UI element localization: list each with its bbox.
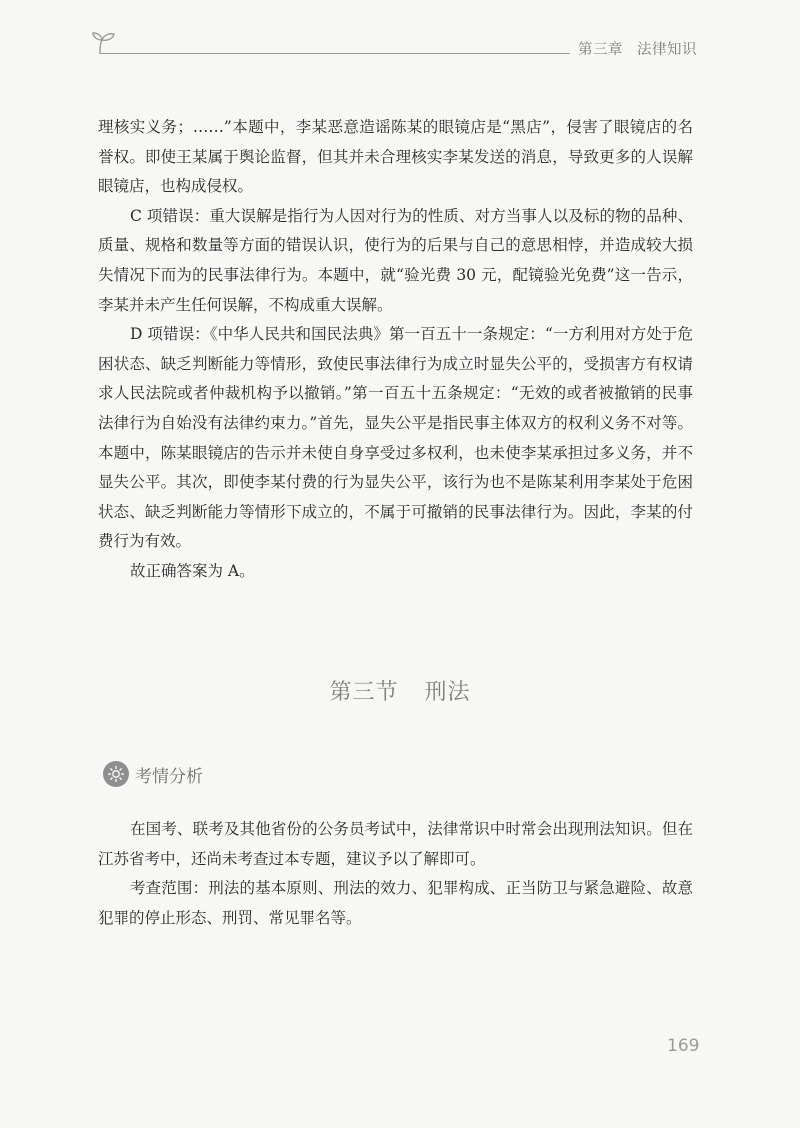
analysis-header <box>103 761 203 787</box>
paragraph-option-c: C 项错误：重大误解是指行为人因对行为的性质、对方当事人以及标的物的品种、质量、规格和数量等方面的错误认识，使行为的后果与自己的意思相悖，并造成较大损失情况下而为的民事法律行为。本题中，就“验光费 30 元，配镜验光免费”这一告示，李某并未产生任何误解，不构成重大误解。 <box>98 206 693 314</box>
analysis-body <box>98 815 693 933</box>
analysis-scope: 考查范围：刑法的基本原则、刑法的效力、犯罪构成、正当防卫与紧急避险、故意犯罪的停止形态、刑罚、常见罪名等。 <box>98 879 693 927</box>
analysis-title: 考情分析 <box>135 766 203 787</box>
lightbulb-icon <box>103 761 129 787</box>
answer-explanation <box>98 113 693 587</box>
section-title: 刑法 <box>424 680 471 705</box>
paragraph-answer: 故正确答案为 A。 <box>130 561 255 580</box>
header-rule <box>100 53 570 54</box>
paragraph-continuation: 理核实义务；……”本题中，李某恶意造谣陈某的眼镜店是“黑店”，侵害了眼镜店的名誉权。即使王某属于舆论监督，但其并未合理核实李某发送的消息，导致更多的人误解眼镜店，也构成侵权。 <box>98 118 693 196</box>
chapter-title: 法律知识 <box>637 42 697 58</box>
page-header <box>0 0 800 80</box>
analysis-paragraph: 在国考、联考及其他省份的公务员考试中，法律常识中时常会出现刑法知识。但在江苏省考中，还尚未考查过本专题，建议予以了解即可。 <box>98 820 693 868</box>
running-header <box>578 38 697 59</box>
paragraph-option-d: D 项错误：《中华人民共和国民法典》第一百五十一条规定：“一方利用对方处于危困状态、缺乏判断能力等情形，致使民事法律行为成立时显失公平的，受损害方有权请求人民法院或者仲裁机构予以撤销。”第一百五十五条规定：“无效的或者被撤销的民事法律行为自始没有法律约束力。”首先，显失公平是指民事主体双方的权利义务不对等。本题中，陈某眼镜店的告示并未使自身享受过多权利，也未使李某承担过多义务，并不显失公平。其次，即使李某付费的行为显失公平，该行为也不是陈某利用李某处于危困状态、缺乏判断能力等情形下成立的，不属于可撤销的民事法律行为。因此，李某的付费行为有效。 <box>98 325 693 551</box>
section-heading <box>0 675 800 706</box>
chapter-number: 第三章 <box>578 42 623 58</box>
section-number: 第三节 <box>329 680 399 705</box>
page-number: 169 <box>667 1036 700 1056</box>
